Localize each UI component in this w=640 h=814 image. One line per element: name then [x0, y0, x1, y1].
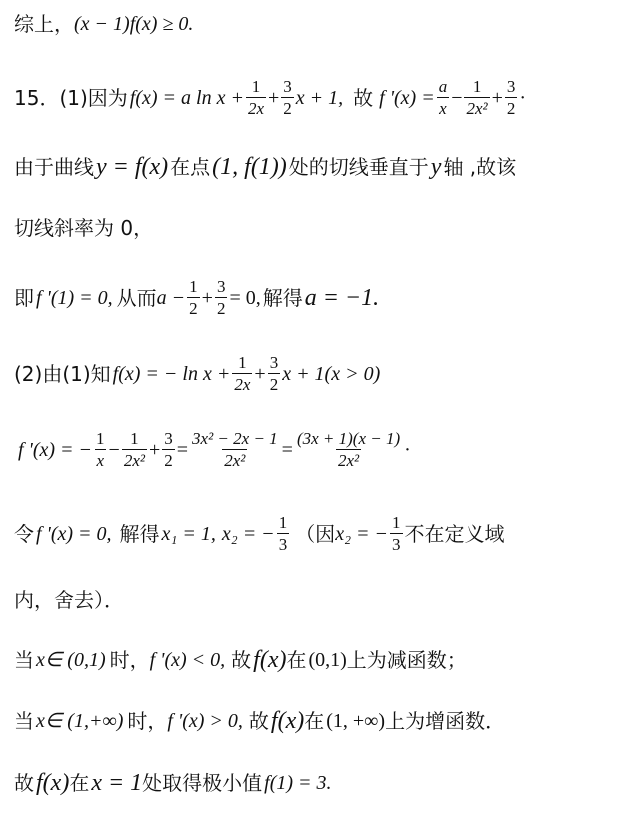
equals-sign: = [176, 439, 189, 461]
minimum-value: f(1) = 3. [264, 772, 332, 794]
discard-text: 内，舍去）． [14, 588, 124, 612]
minimum-text: 处取得极小值 [142, 771, 263, 795]
interval-0-1-repeat: (0,1) [308, 649, 347, 671]
because-text: （因 [295, 522, 336, 546]
fraction-3-over-2: $\frac{3}{2}$ [216, 277, 226, 318]
let-text: 令 [14, 522, 34, 546]
root-x1: x₁ = 1, [161, 523, 216, 545]
time-text: 时， [109, 648, 150, 672]
plus-sign: + [201, 287, 213, 309]
y-axis-variable: y [430, 154, 442, 180]
function-f: f(x) [36, 770, 70, 796]
equals-zero: = 0, [229, 287, 261, 309]
root-x2: x₂ = − [221, 523, 275, 545]
at-text: 在 [69, 771, 90, 795]
plus-sign: + [148, 439, 161, 461]
plus-sign: + [254, 363, 266, 385]
function-def-a: f(x) = a ln x + [129, 87, 244, 109]
therefore-word: 故 [14, 771, 34, 795]
curve-equation: y = f(x) [96, 154, 169, 180]
minus-sign: − [108, 439, 120, 461]
x-equals-1: x = 1 [91, 770, 143, 796]
fraction-1-over-2x: $\frac{1}{2x}$ [234, 353, 251, 394]
fraction-1-over-2x2: $\frac{1}{\text{2x²}}$ [466, 77, 488, 118]
at-point-text: 在点 [170, 155, 211, 179]
fraction-3-over-2: $\frac{3}{2}$ [283, 77, 292, 118]
slope-text: 切线斜率为 0， [14, 216, 154, 240]
fraction-1-over-2x: $\frac{1}{2x}$ [247, 77, 265, 118]
thus-text: 从而 [116, 286, 157, 310]
point-coordinates: (1, f(1)) [212, 154, 287, 180]
derivative-at-one: f '(1) = 0, [36, 287, 113, 309]
decreasing-interval-line [14, 643, 632, 677]
therefore-word: 故 [353, 86, 374, 110]
derivative-lhs: f '(x) = − [18, 439, 93, 461]
fraction-3-over-2: $\frac{3}{2}$ [164, 429, 173, 470]
root-x2-repeat: x₂ = − [335, 523, 389, 545]
summary-text: 综上， [14, 12, 74, 36]
a-minus: a − [156, 287, 186, 309]
fraction-quadratic: $\frac{\text{3x² − 2x − 1}}{\text{2x²}}$ [192, 429, 278, 470]
interval-1-inf: x∈ (1,+∞) [36, 710, 124, 732]
time-text: 时， [127, 709, 168, 733]
function-def-tail: x + 1, [295, 87, 344, 109]
problem-number: 15．(1)因为 [14, 86, 128, 110]
fraction-1-over-2: $\frac{1}{2}$ [189, 277, 198, 318]
derivative-positive: f '(x) > 0, [167, 710, 243, 732]
on-text: 在 [286, 648, 307, 672]
solve-text: 解得 [262, 286, 303, 310]
fraction-a-over-x: $\frac{a}{x}$ [438, 77, 448, 118]
not-in-domain-text: 不在定义域 [404, 522, 505, 546]
derivative-def: f '(x) = [379, 87, 435, 109]
critical-points-line [14, 508, 632, 560]
period-dot: · [404, 439, 411, 461]
slope-zero-line [14, 212, 632, 244]
curve-text: 由于曲线 [14, 155, 94, 179]
plus-sign: + [491, 87, 503, 109]
minus-sign: − [451, 87, 463, 109]
fraction-1-over-3: $\frac{1}{3}$ [392, 513, 401, 554]
when-text: 当 [14, 709, 34, 733]
summary-inequality: (x − 1)f(x) ≥ 0. [74, 13, 194, 35]
derivative-zero: f '(x) = 0, [36, 523, 112, 545]
fraction-1-over-3: $\frac{1}{3}$ [278, 513, 288, 554]
derivative-line [18, 422, 632, 478]
when-text: 当 [14, 648, 34, 672]
minimum-value-line [14, 766, 632, 800]
a-value: a = −1. [304, 285, 380, 311]
equals-sign: = [281, 439, 293, 461]
part2-label: (2)由(1)知 [14, 362, 111, 386]
plus-sign: + [268, 87, 280, 109]
fraction-3-over-2: $\frac{3}{2}$ [506, 77, 516, 118]
therefore-word: 故 [248, 709, 269, 733]
tangent-condition-line [14, 150, 632, 184]
fraction-1-over-2x2: $\frac{1}{\text{2x²}}$ [123, 429, 145, 470]
interval-1-inf-repeat: (1, +∞) [326, 710, 386, 732]
derivative-negative: f '(x) < 0, [149, 649, 226, 671]
function-f: f(x) [270, 708, 305, 734]
discard-line [14, 584, 632, 616]
function-domain: x + 1(x > 0) [282, 363, 381, 385]
fraction-1-over-x: $\frac{1}{x}$ [96, 429, 105, 470]
fraction-factored: $\frac{(3x + 1)(x - 1)}{\text{2x²}}$ [296, 429, 401, 470]
on-text: 在 [304, 709, 325, 733]
function-def-part2: f(x) = − ln x + [112, 363, 231, 385]
increasing-interval-line [14, 704, 632, 738]
decreasing-text: 上为减函数； [346, 648, 467, 672]
solve-a-line [14, 272, 632, 324]
function-f: f(x) [253, 647, 287, 673]
axis-text: 轴 ,故该 [443, 155, 517, 179]
period-dot: · [519, 87, 527, 109]
interval-0-1: x∈ (0,1) [36, 649, 106, 671]
namely-text: 即 [14, 286, 34, 310]
increasing-text: 上为增函数． [385, 709, 506, 733]
part2-function-line [14, 348, 632, 400]
summary-line [14, 8, 632, 40]
solve-text: 解得 [119, 522, 160, 546]
perpendicular-text: 处的切线垂直于 [288, 155, 429, 179]
fraction-3-over-2: $\frac{3}{2}$ [269, 353, 279, 394]
therefore-word: 故 [231, 648, 252, 672]
problem-15-part1-line [14, 72, 632, 124]
